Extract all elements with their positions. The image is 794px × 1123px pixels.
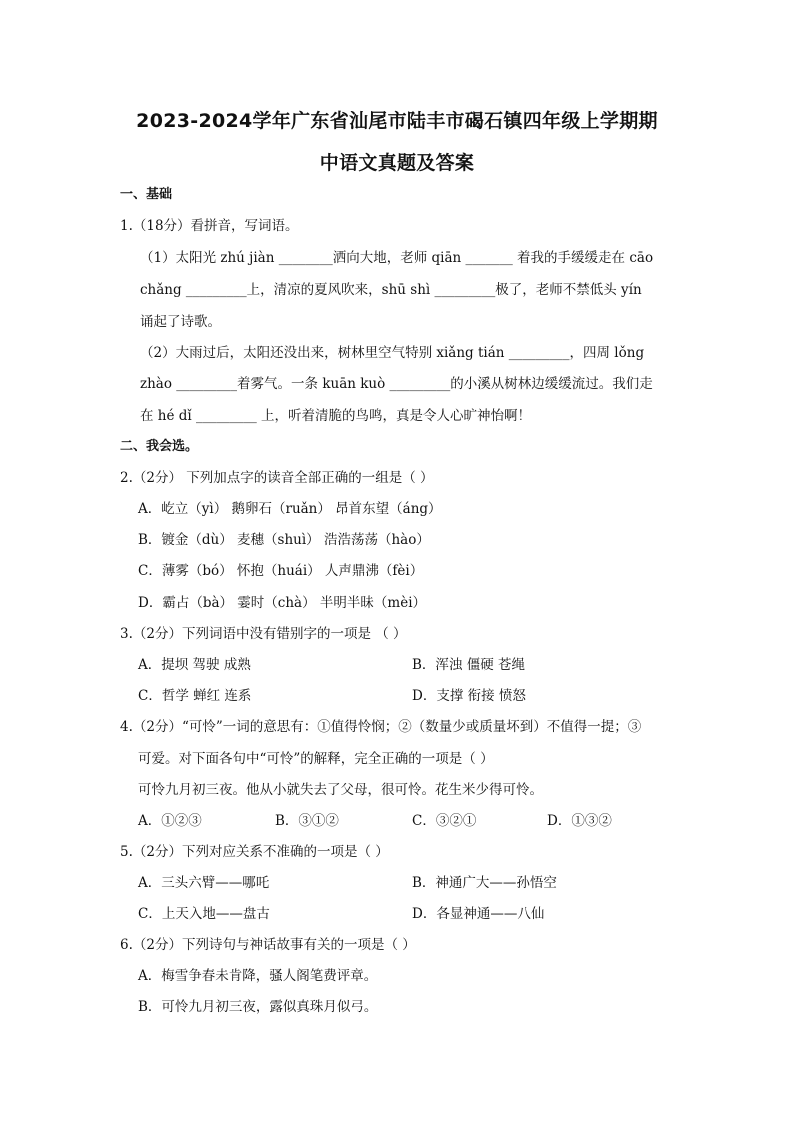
question-6-stem: 6.（2分）下列诗句与神话故事有关的一项是（ ）	[120, 937, 416, 953]
question-5-stem: 5.（2分）下列对应关系不准确的一项是（ ）	[120, 844, 389, 860]
question-3-stem: 3.（2分）下列词语中没有错别字的一项是 （ ）	[120, 626, 407, 642]
question-1-line: 诵起了诗歌。	[140, 314, 221, 330]
question-2-option: C．薄雾（bó） 怀抱（huái） 人声鼎沸（fèi）	[138, 563, 424, 579]
question-2-option: D．霸占（bà） 霎时（chà） 半明半昧（mèi）	[138, 595, 427, 611]
question-3-option: A．提坝 驾驶 成熟	[138, 657, 251, 673]
section-heading-basics: 一、基础	[120, 187, 173, 202]
question-4-stem: 4.（2分）“可怜”一词的意思有：①值得怜悯；②（数量少或质量坏到）不值得一提；③	[120, 719, 642, 735]
question-6-option: B．可怜九月初三夜，露似真珠月似弓。	[138, 999, 378, 1015]
page-title-line-1: 2023-2024学年广东省汕尾市陆丰市碣石镇四年级上学期期	[136, 110, 658, 132]
question-4-option: C．③②①	[412, 813, 477, 829]
question-3-option: C．哲学 蝉红 连系	[138, 688, 252, 704]
question-4-option: B．③①②	[275, 813, 339, 829]
question-5-option: D．各显神通——八仙	[412, 906, 545, 922]
question-1-line: chǎng _________上，清凉的夏风吹来，shū shì _________极了，老师不禁低头 yín	[140, 282, 642, 298]
question-5-option: B．神通广大——孙悟空	[412, 875, 557, 891]
question-5-option: A．三头六臂——哪吒	[138, 875, 270, 891]
question-6-option: A．梅雪争春未肯降，骚人阁笔费评章。	[138, 968, 378, 984]
question-5-option: C．上天入地——盘古	[138, 906, 270, 922]
question-1-line: （2）大雨过后，太阳还没出来，树林里空气特别 xiǎng tián _________，四周 lǒng	[140, 345, 645, 361]
question-4-option: D．①③②	[547, 813, 612, 829]
question-4-stem-cont: 可爱。对下面各句中“可怜”的解释，完全正确的一项是（ ）	[138, 751, 494, 767]
question-1-line: （1）太阳光 zhú jiàn ________洒向大地，老师 qiān _______ 着我的手缓缓走在 cāo	[140, 250, 654, 266]
question-4-sentence: 可怜九月初三夜。他从小就失去了父母，很可怜。花生米少得可怜。	[138, 782, 543, 798]
question-3-option: B．浑浊 僵硬 苍绳	[412, 657, 526, 673]
question-2-stem: 2.（2分） 下列加点字的读音全部正确的一组是（ ）	[120, 470, 434, 486]
question-2-option: B．镀金（dù） 麦穗（shuì） 浩浩荡荡（hào）	[138, 532, 430, 548]
question-4-option: A．①②③	[138, 813, 202, 829]
question-3-option: D．支撑 衔接 愤怒	[412, 688, 526, 704]
question-1-line: zhào _________着雾气。一条 kuān kuò _________的小溪从树林边缓缓流过。我们走	[140, 376, 653, 392]
question-2-option: A．屹立（yì） 鹅卵石（ruǎn） 昂首东望（áng）	[138, 501, 442, 517]
question-1-stem: 1.（18分）看拼音，写词语。	[120, 218, 299, 234]
page-title-line-2: 中语文真题及答案	[319, 152, 475, 174]
section-heading-choose: 二、我会选。	[120, 439, 199, 454]
question-1-line: 在 hé dǐ _________ 上，听着清脆的鸟鸣，真是令人心旷神怡啊！	[140, 408, 532, 424]
